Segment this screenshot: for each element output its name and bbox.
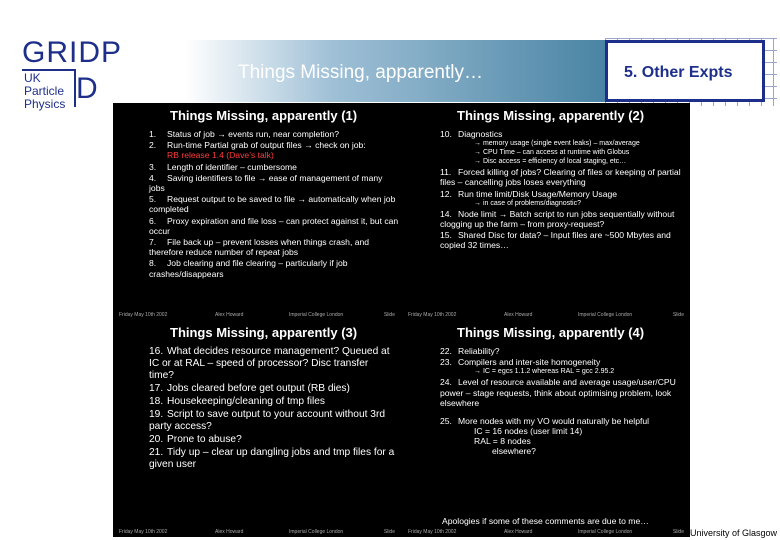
gridpp-logo <box>22 36 123 111</box>
logo-d-letter: D <box>76 72 98 105</box>
logo-line-uk: UK <box>24 71 41 85</box>
slide-1: Things Missing, apparently (1) 1. Status of job → events run, near completion? 2. Run-time Partial grab of output files → check on job: RB release 1.4 (Dave’s talk) 3. Length of identifier – cumbersome 4. Saving identifiers to file → ease of management of many jobs 5. Request output to be saved to file → automatically when job completed 6. Proxy expiration and file loss – can protect against it, but can occur 7. File back up – prevent losses when things crash, and therefore reduce number of repeat jobs 8. Job clearing and file clearing – particularly if job crashes/disappears Friday May 10th 2002 Alex Howard Imperial College London Slide <box>119 108 399 318</box>
page-title: Things Missing, apparently… <box>238 62 483 83</box>
slide-title: Things Missing, apparently (3) <box>170 325 358 340</box>
logo-line-particle: Particle <box>24 84 65 98</box>
list-item: 4. Saving identifiers to file → ease of management of many jobs <box>149 172 383 194</box>
slide-2: Things Missing, apparently (2) 10. Diagnostics → memory usage (single event leaks) – max/average → CPU Time – can access at runtime with Globus → Disc access = efficiency of local staging, etc… 11. Forced killing of jobs? Clearing of files or keeping of partial files – cancelling jobs loses everything 12. Run time limit/Disk Usage/Memory Usage → in case of problems/diagnostic? 14. Node limit → Batch script to run jobs sequentially without clogging up the farm – from proxy-request? 15. Shared Disc for data? – Input files are ~500 Mbytes and copied 32 times… Friday May 10th 2002 Alex Howard Imperial College London Slide <box>408 108 684 318</box>
rb-release-note: RB release 1.4 (Dave’s talk) <box>167 150 274 161</box>
list-item: 25. More nodes with my VO would naturally be helpful IC = 16 nodes (user limit 14) RAL = 8 nodes elsewhere? <box>440 416 650 457</box>
slide-title: Things Missing, apparently (2) <box>457 108 645 123</box>
list-item: 18. Housekeeping/cleaning of tmp files <box>149 396 326 407</box>
list-item: 7. File back up – prevent losses when things crash, and therefore reduce number of repeat jobs <box>149 237 370 258</box>
list-item: 1. Status of job → events run, near completion? <box>149 129 339 139</box>
slide-3: Things Missing, apparently (3) 16. What decides resource management? Queued at IC or at RAL – speed of processor? Disc transfer time? 17. Jobs cleared before get output (RB dies) 18. Housekeeping/cleaning of tmp files 19. Script to save output to your account without 3rd party access? 20. Prone to abuse? 21. Tidy up – clear up dangling jobs and tmp files for a given user Friday May 10th 2002 Alex Howard Imperial College London Slide <box>119 325 395 535</box>
slide-4: Things Missing, apparently (4) 22. Reliability? 23. Compilers and inter-site homogeneity → IC = egcs 1.1.2 whereas RAL = gcc 2.95.2 24. Level of resource available and average usage/user/CPU power – stage requests, think about optimising problem, look elsewhere 25. More nodes with my VO would naturally be helpful IC = 16 nodes (user limit 14) RAL = 8 nodes elsewhere? Apologies if some of these comments are due to me… Friday May 10th 2002 Alex Howard Imperial College London Slide <box>408 325 684 535</box>
list-item: 17. Jobs cleared before get output (RB dies) <box>149 383 350 394</box>
list-item: 8. Job clearing and file clearing – particularly if job crashes/disappears <box>149 258 348 279</box>
list-item: 21. Tidy up – clear up dangling jobs and tmp files for a given user <box>149 447 395 470</box>
slide-title: Things Missing, apparently (4) <box>457 325 645 340</box>
list-item: 10. Diagnostics → memory usage (single event leaks) – max/average → CPU Time – can access at runtime with Globus → Disc access = efficiency of local staging, etc… <box>440 129 640 166</box>
list-item: 14. Node limit → Batch script to run jobs sequentially without clogging up the farm – from proxy-request? <box>440 208 675 230</box>
apology-note: Apologies if some of these comments are due to me… <box>442 516 649 526</box>
slide-item-list <box>149 129 399 280</box>
list-item: 6. Proxy expiration and file loss – can protect against it, but can occur <box>149 215 399 236</box>
slide-item-list <box>440 129 686 252</box>
list-item: 22. Reliability? <box>440 346 500 356</box>
list-item: 19. Script to save output to your account without 3rd party access? <box>149 409 386 432</box>
logo-line-physics: Physics <box>24 97 66 111</box>
list-item: 23. Compilers and inter-site homogeneity → IC = egcs 1.1.2 whereas RAL = gcc 2.95.2 <box>440 357 615 376</box>
university-caption: University of Glasgow <box>690 528 778 538</box>
list-item: 15. Shared Disc for data? – Input files are ~500 Mbytes and copied 32 times… <box>440 230 671 251</box>
slide-item-list <box>440 346 684 457</box>
list-item: 2. Run-time Partial grab of output files → check on job: RB release 1.4 (Dave’s talk) <box>149 140 399 160</box>
list-item: 12. Run time limit/Disk Usage/Memory Usage → in case of problems/diagnostic? <box>440 188 618 207</box>
list-item: 20. Prone to abuse? <box>149 434 242 445</box>
logo-grid-text: GRIDP <box>22 36 123 69</box>
slide-title: Things Missing, apparently (1) <box>170 108 358 123</box>
list-item: 3. Length of identifier – cumbersome <box>149 161 297 172</box>
slides-grid <box>113 103 690 537</box>
list-item: 5. Request output to be saved to file → automatically when job completed <box>149 194 396 215</box>
section-label: 5. Other Expts <box>624 64 733 81</box>
list-item: 11. Forced killing of jobs? Clearing of files or keeping of partial files – cancelling jobs loses everything <box>440 167 681 188</box>
slide-item-list <box>149 346 395 472</box>
list-item: 16. What decides resource management? Queued at IC or at RAL – speed of processor? Disc transfer time? <box>149 346 390 381</box>
list-item: 24. Level of resource available and average usage/user/CPU power – stage requests, think about optimising problem, look elsewhere <box>440 377 676 408</box>
